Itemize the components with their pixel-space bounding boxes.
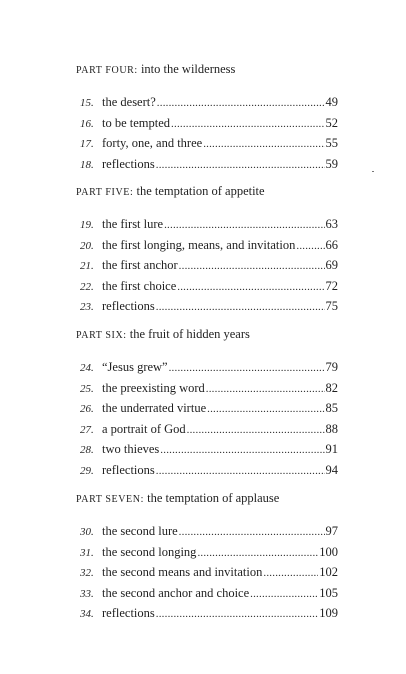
entry-number: 24. <box>80 362 94 374</box>
entry-page-number: 91 <box>325 442 338 456</box>
dot-leader <box>203 134 324 155</box>
part-label: PART FIVE: <box>76 187 134 198</box>
part-label: PART FOUR: <box>76 65 138 76</box>
entry-page-number: 88 <box>325 421 338 436</box>
toc-entry[interactable] <box>76 521 338 542</box>
toc-entry[interactable] <box>76 214 338 235</box>
entry-page-number: 109 <box>319 606 338 620</box>
toc-entry[interactable] <box>76 542 338 563</box>
part-four-section <box>76 59 338 174</box>
part-label: PART SEVEN: <box>76 494 144 505</box>
entry-page-number: 105 <box>319 585 338 600</box>
entry-number: 28. <box>80 444 94 456</box>
dot-leader <box>156 461 325 482</box>
entry-page-number: 69 <box>325 258 338 272</box>
entry-title: the desert? <box>102 95 156 109</box>
entry-number: 32. <box>80 567 94 579</box>
entry-number: 22. <box>80 280 94 293</box>
dot-leader <box>160 440 324 461</box>
entry-page-number: 55 <box>325 136 338 150</box>
dot-leader <box>157 93 325 114</box>
entry-title: to be tempted <box>102 115 171 130</box>
toc-entry[interactable] <box>76 255 338 276</box>
entry-number: 31. <box>80 546 94 559</box>
entry-title: reflections <box>102 462 155 477</box>
entry-number: 30. <box>80 526 94 538</box>
dot-leader <box>171 114 324 135</box>
entry-title: reflections <box>102 299 155 313</box>
dot-leader <box>263 563 318 584</box>
entry-page-number: 75 <box>325 299 338 313</box>
entry-title: two thieves <box>102 442 160 456</box>
entry-page-number: 52 <box>325 115 338 130</box>
dot-leader <box>250 584 318 605</box>
toc-entry[interactable] <box>76 357 338 378</box>
toc-entry[interactable] <box>76 113 338 134</box>
entry-number: 23. <box>80 301 94 313</box>
entry-title: a portrait of God <box>102 421 186 436</box>
dot-leader <box>177 277 324 298</box>
entry-page-number: 66 <box>325 237 338 252</box>
part-six-section <box>76 324 338 480</box>
entry-title: the first lure <box>102 217 164 231</box>
toc-entry[interactable] <box>76 460 338 481</box>
entry-number: 26. <box>80 403 94 415</box>
entry-title: “Jesus grew” <box>102 360 168 374</box>
part-heading <box>76 59 338 79</box>
toc-entry[interactable] <box>76 235 338 256</box>
toc-entry[interactable] <box>76 154 338 175</box>
entry-number: 16. <box>80 117 94 130</box>
toc-entry[interactable] <box>76 562 338 583</box>
toc-entry[interactable] <box>76 378 338 399</box>
entry-page-number: 97 <box>325 524 338 538</box>
toc-entry[interactable] <box>76 583 338 604</box>
margin-speck <box>372 171 374 172</box>
part-heading <box>76 324 338 344</box>
entry-number: 27. <box>80 423 94 436</box>
dot-leader <box>169 358 325 379</box>
entry-title: reflections <box>102 606 155 620</box>
part-title: the temptation of appetite <box>136 184 265 198</box>
toc-entry[interactable] <box>76 398 338 419</box>
dot-leader <box>296 236 324 257</box>
part-heading <box>76 488 338 508</box>
entry-title: reflections <box>102 156 155 171</box>
entry-number: 21. <box>80 260 94 272</box>
toc-entry[interactable] <box>76 276 338 297</box>
entry-title: the second lure <box>102 524 178 538</box>
entry-page-number: 72 <box>325 278 338 293</box>
toc-entry[interactable] <box>76 92 338 113</box>
entry-number: 15. <box>80 97 94 109</box>
entry-page-number: 49 <box>325 95 338 109</box>
entry-title: forty, one, and three <box>102 136 203 150</box>
entry-number: 33. <box>80 587 94 600</box>
part-heading <box>76 181 338 201</box>
dot-leader <box>197 543 318 564</box>
entry-title: the second longing <box>102 544 197 559</box>
entry-page-number: 59 <box>325 156 338 171</box>
toc-entry[interactable] <box>76 296 338 317</box>
entry-title: the first longing, means, and invitation <box>102 237 296 252</box>
part-title: the fruit of hidden years <box>129 327 250 341</box>
part-title: into the wilderness <box>140 62 236 76</box>
entry-page-number: 94 <box>325 462 338 477</box>
dot-leader <box>206 379 325 400</box>
entry-title: the first choice <box>102 278 177 293</box>
part-label: PART SIX: <box>76 330 127 341</box>
entry-number: 19. <box>80 219 94 231</box>
toc-entry[interactable] <box>76 133 338 154</box>
part-title: the temptation of applause <box>147 491 280 505</box>
entry-title: the underrated virtue <box>102 401 207 415</box>
entry-number: 17. <box>80 138 94 150</box>
dot-leader <box>156 155 325 176</box>
entry-title: the second means and invitation <box>102 565 263 579</box>
part-seven-section <box>76 488 338 624</box>
entry-page-number: 85 <box>325 401 338 415</box>
entry-page-number: 100 <box>319 544 338 559</box>
toc-entry[interactable] <box>76 603 338 624</box>
dot-leader <box>164 215 324 236</box>
entry-page-number: 79 <box>325 360 338 374</box>
dot-leader <box>187 420 325 441</box>
dot-leader <box>207 399 324 420</box>
entry-title: the first anchor <box>102 258 178 272</box>
dot-leader <box>156 604 318 625</box>
part-five-section <box>76 181 338 317</box>
toc-entry[interactable] <box>76 439 338 460</box>
entry-number: 25. <box>80 382 94 395</box>
dot-leader <box>156 297 325 318</box>
entry-title: the preexisting word <box>102 380 205 395</box>
dot-leader <box>179 522 325 543</box>
entry-title: the second anchor and choice <box>102 585 250 600</box>
entry-number: 34. <box>80 608 94 620</box>
entry-number: 18. <box>80 158 94 171</box>
toc-entry[interactable] <box>76 419 338 440</box>
entry-page-number: 82 <box>325 380 338 395</box>
entry-page-number: 102 <box>319 565 338 579</box>
entry-number: 20. <box>80 239 94 252</box>
entry-number: 29. <box>80 464 94 477</box>
entry-page-number: 63 <box>325 217 338 231</box>
dot-leader <box>179 256 325 277</box>
